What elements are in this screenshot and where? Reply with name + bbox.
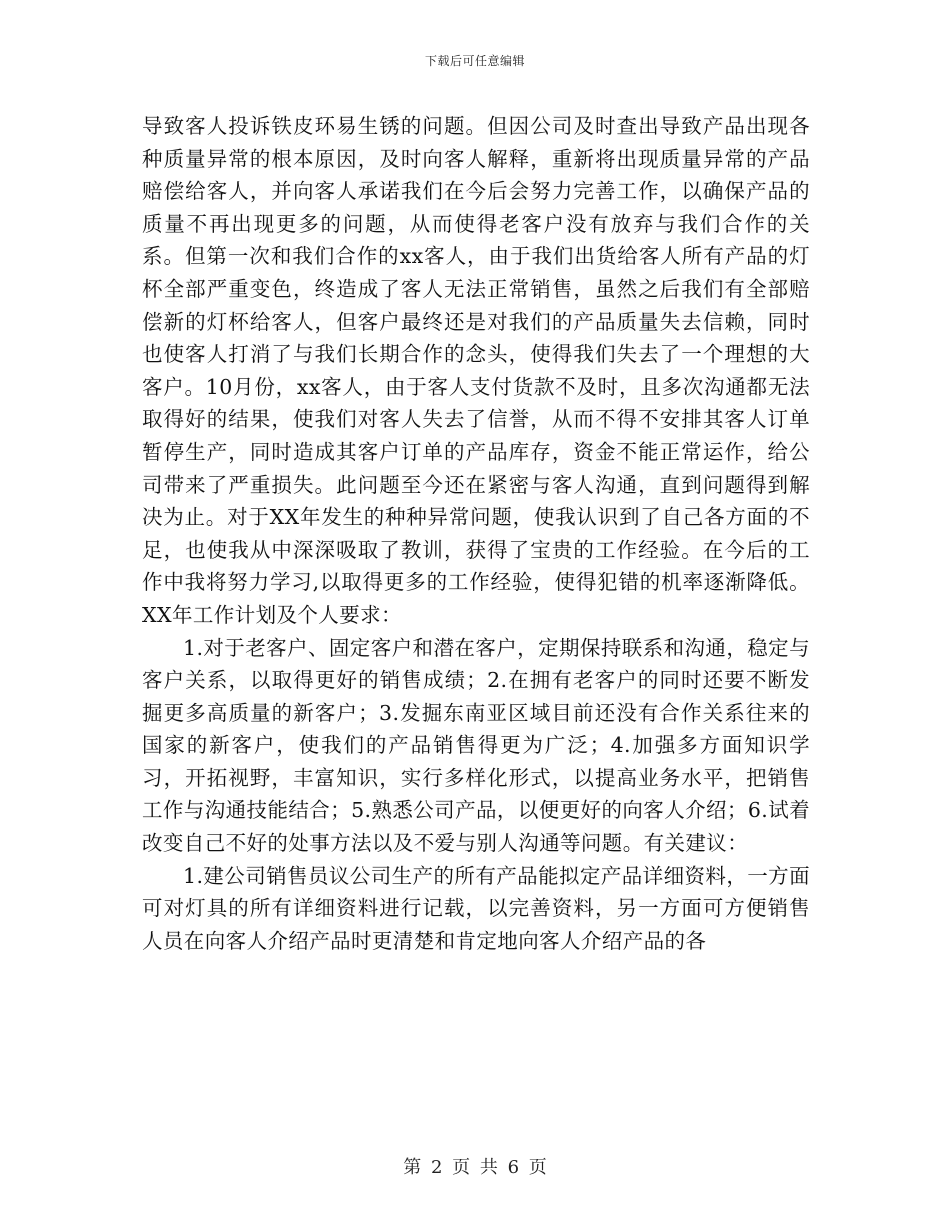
- page-header: 下载后可任意编辑: [424, 54, 525, 68]
- document-body: [142, 110, 810, 957]
- page-number-footer: 第 2 页 共 6 页: [403, 1157, 547, 1178]
- paragraph-continuation: 导致客人投诉铁皮环易生锈的问题。但因公司及时查出导致产品出现各种质量异常的根本原因，及时向客人解释，重新将出现质量异常的产品赔偿给客人，并向客人承诺我们在今后会努力完善工作，以确保产品的质量不再出现更多的问题，从而使得老客户没有放弃与我们合作的关系。但第一次和我们合作的xx客人，由于我们出货给客人所有产品的灯杯全部严重变色，终造成了客人无法正常销售，虽然之后我们有全部赔偿新的灯杯给客人，但客户最终还是对我们的产品质量失去信赖，同时也使客人打消了与我们长期合作的念头，使得我们失去了一个理想的大客户。10月份，xx客人，由于客人支付货款不及时，且多次沟通都无法取得好的结果，使我们对客人失去了信誉，从而不得不安排其客人订单暂停生产，同时造成其客户订单的产品库存，资金不能正常运作，给公司带来了严重损失。此问题至今还在紧密与客人沟通，直到问题得到解决为止。对于XX年发生的种种异常问题，使我认识到了自己各方面的不足，也使我从中深深吸取了教训，获得了宝贵的工作经验。在今后的工作中我将努力学习,以取得更多的工作经验，使得犯错的机率逐渐降低。XX年工作计划及个人要求：: [142, 114, 810, 627]
- paragraph-work-plan: 1.对于老客户、固定客户和潜在客户，定期保持联系和沟通，稳定与客户关系，以取得更好的销售成绩；2.在拥有老客户的同时还要不断发掘更多高质量的新客户；3.发掘东南亚区域目前还没有合作关系往来的国家的新客户，使我们的产品销售得更为广泛；4.加强多方面知识学习，开拓视野，丰富知识，实行多样化形式，以提高业务水平，把销售工作与沟通技能结合；5.熟悉公司产品，以便更好的向客人介绍；6.试着改变自己不好的处事方法以及不爱与别人沟通等问题。有关建议：: [142, 635, 810, 856]
- paragraph-suggestions: 1.建公司销售员议公司生产的所有产品能拟定产品详细资料，一方面可对灯具的所有详细资料进行记载，以完善资料，另一方面可方便销售人员在向客人介绍产品时更清楚和肯定地向客人介绍产品的各: [142, 863, 810, 953]
